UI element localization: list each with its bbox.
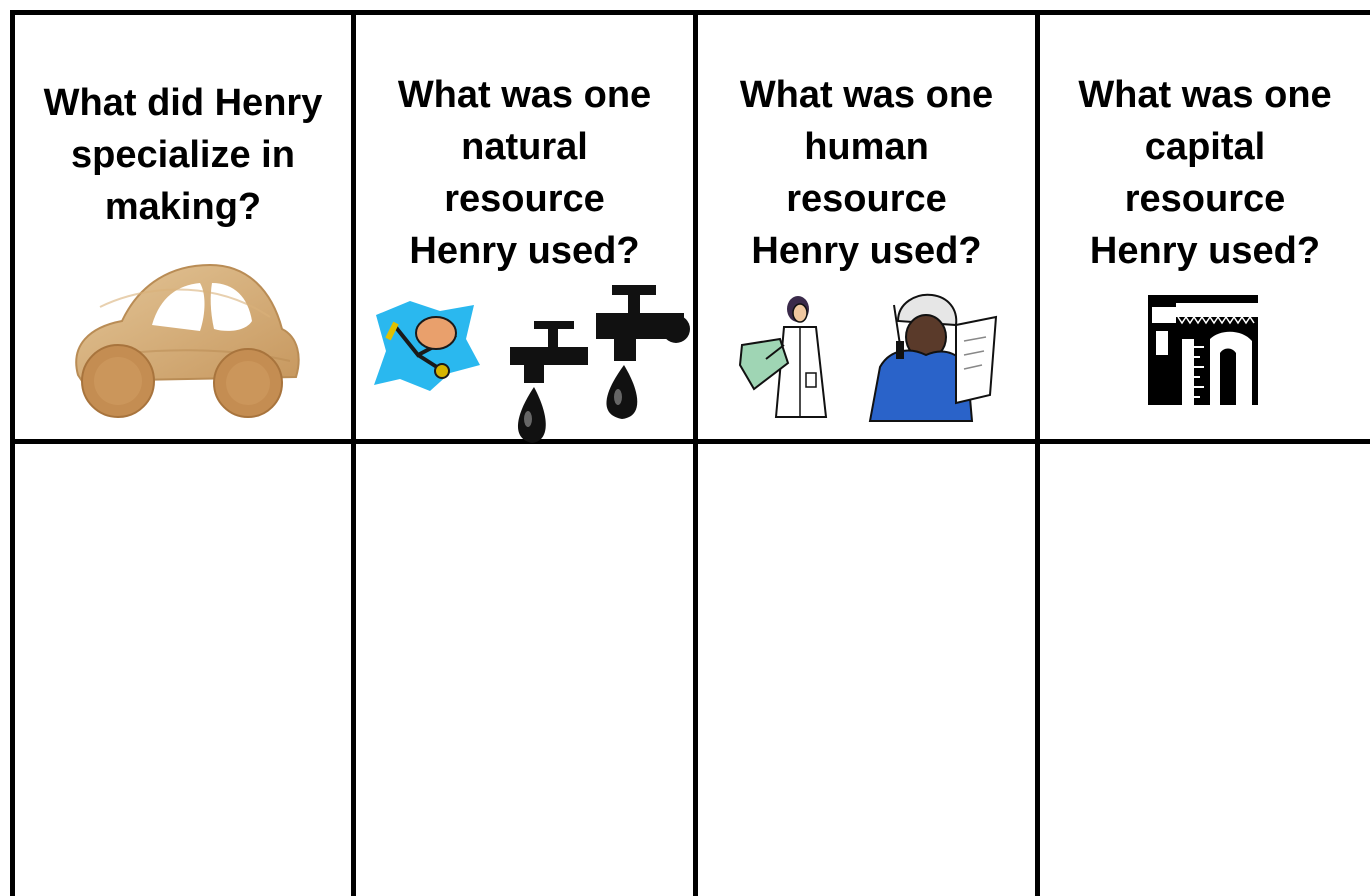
wheelbarrow-icon [370,295,482,395]
question-line: What was one [1078,74,1332,116]
question-line: What did Henry [43,82,323,124]
answer-cell-capital-resource[interactable] [1040,444,1370,896]
question-line: Henry used? [409,230,640,272]
question-line: Henry used? [1089,230,1321,272]
header-cell-specialization [15,15,351,439]
question-line: What was one [739,74,994,116]
engineer-icon [860,285,1000,425]
scientist-icon [736,293,846,423]
question-line: natural [461,126,588,168]
question-line: resource [1124,178,1286,220]
question-line: resource [786,178,947,220]
header-cell-capital-resource [1040,15,1370,439]
answer-cell-natural-resource[interactable] [356,444,693,896]
question-line: capital [1144,126,1266,168]
question-natural-resource [356,69,693,277]
header-cell-natural-resource [356,15,693,439]
question-specialization [15,77,351,233]
worksheet-table [10,10,1368,894]
saw-and-ruler-icon [1148,295,1258,405]
header-cell-human-resource [698,15,1035,439]
question-line: Henry used? [751,230,982,272]
water-faucet-icon [504,307,594,447]
question-line: making? [104,186,262,228]
answer-cell-specialization[interactable] [15,444,351,896]
answer-cell-human-resource[interactable] [698,444,1035,896]
question-human-resource [698,69,1035,277]
question-line: human [804,126,929,168]
question-capital-resource [1040,69,1370,277]
question-line: specialize in [71,134,295,176]
question-line: What was one [397,74,652,116]
water-faucet-icon [588,277,693,422]
question-line: resource [444,178,605,220]
wooden-toy-car-image [60,247,310,423]
